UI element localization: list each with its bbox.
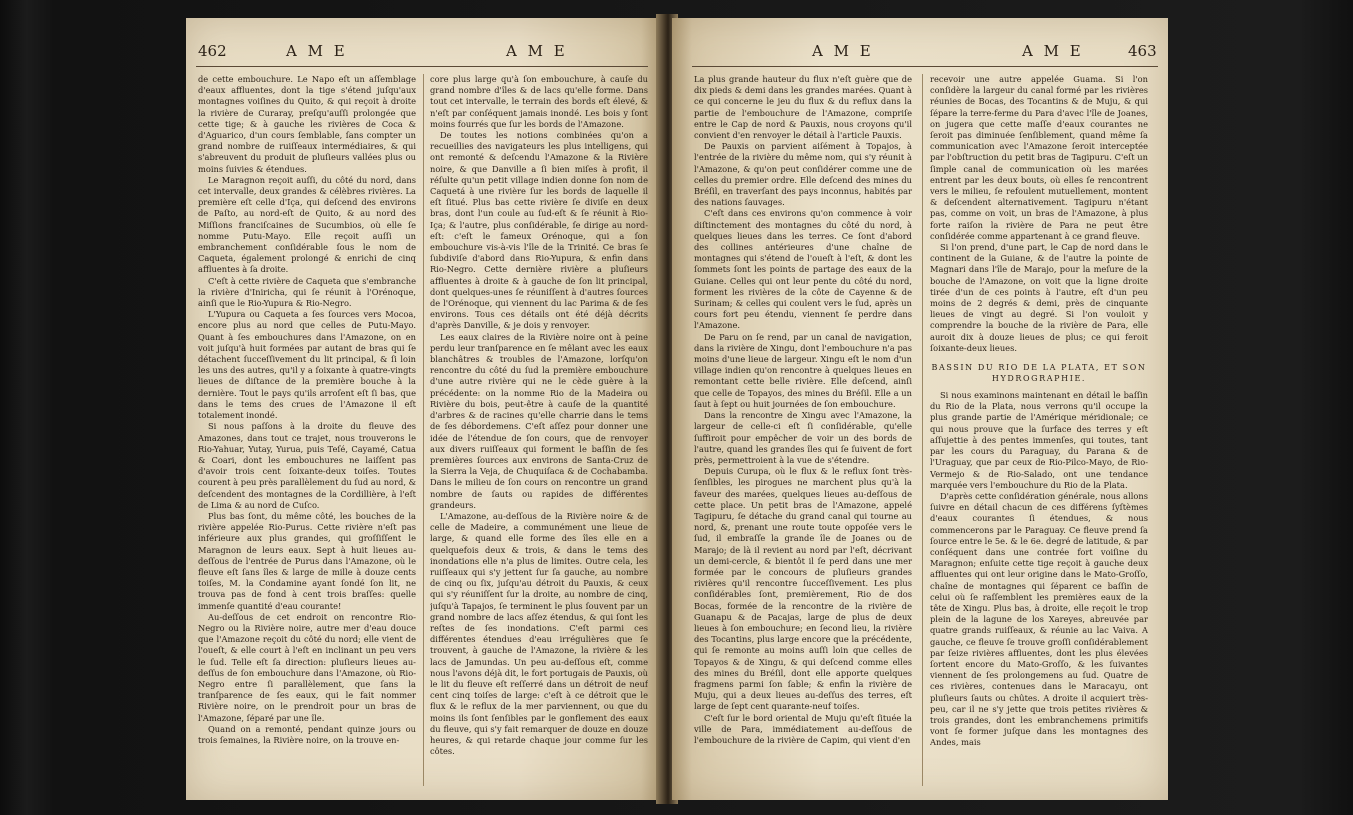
paragraph: D'après cette conſidération générale, nous allons ſuivre en détail chacun de ces différens ſyſtèmes d'eaux courantes ſi étendues, & nous commencerons par le Paraguay. Ce fleuve prend ſa ſource entre le 5e. & le 6e. degré de latitude, & par conſéquent dans une contrée fort voiſine du Maragnon; enſuite cette tige reçoit à gauche deux affluentes qui ont leur origine dans le Mato-Groſſo, chaîne de montagnes qui ſéparent ce baſſin de celui où ſe raſſemblent les premières eaux de la tête de Xingu. Plus bas, à droite, elle reçoit le trop plein de la lagune de los Xareyes, abreuvée par quatre grands ruiſſeaux, & réunie au lac Vaiva. A gauche, ce fleuve ſe trouve groſſi conſidérablement par ſeize rivières affluentes, dont les plus élevées ſortent encore du Mato-Groſſo, & les ſuivantes viennent de ſes prolongemens au ſud. Quatre de ces rivières, contenues dans le Maracayu, ont pluſieurs ſauts ou chûtes. A droite il acquiert très-peu, car il ne s'y jette que trois petites rivières & trois grandes, dont les embranchemens primitifs vont ſe former juſque dans les montagnes des Andes, mais <box>930 490 1148 748</box>
paragraph: De Pauxis on parvient aiſément à Topajos, à l'entrée de la rivière du même nom, qui s'y réunit à l'Amazone, & qu'on peut conſidérer comme une de celles du premier ordre. Elle deſcend des mines du Bréſil, en traverſant des pays inconnus, habités par des nations ſauvages. <box>694 141 912 208</box>
left-column-divider <box>423 74 424 786</box>
paragraph: Plus bas ſont, du même côté, les bouches de la rivière appelée Rio-Purus. Cette rivière n'eſt pas inférieure aux plus grandes, qui groſſiſſent le Maragnon de leurs eaux. Sept à huit lieues au-deſſous de l'entrée de Purus dans l'Amazone, où le fleuve eſt ſans îles & large de mille à douze cents toiſes, M. la Condamine ayant ſondé ſon lit, ne trouva pas de fond à cent trois braſſes: quelle immenſe quantité d'eau courante! <box>198 510 416 611</box>
left-header-left: A M E <box>286 42 348 60</box>
paragraph: Le Maragnon reçoit auſſi, du côté du nord, dans cet intervalle, deux grandes & célèbres rivières. La première eſt celle d'Iça, qui deſcend des environs de Paſto, au nord-eſt de Quito, & au nord des Miſſions franciſcaines de Sucumbios, où elle ſe nomme Putu-Mayo. Elle reçoit auſſi un embranchement conſidérable ſous le nom de Caqueta, également prolongé & enrichi de cinq affluentes à ſa droite. <box>198 174 416 275</box>
paragraph: de cette embouchure. Le Napo eſt un aſſemblage d'eaux affluentes, dont la tige s'étend juſqu'aux montagnes voiſines du Quito, & qui reçoit à droite la rivière de Curaray, preſqu'auſſi prolongée que cette tige; & à gauche les rivières de Coca & d'Aguarico, d'un cours ſemblable, ſans compter un grand nombre de ruiſſeaux intermédiaires, & qui s'abreuvent du produit de pluſieurs vallées plus ou moins ſuivies & étendues. <box>198 74 416 174</box>
paragraph: C'eſt à cette rivière de Caqueta que s'embranche la rivière d'Iniricha, qui ſe réunit à l'Orénoque, ainſi que le Rio-Yupura & Rio-Negro. <box>198 275 416 309</box>
left-page-column-2 <box>430 74 648 786</box>
paragraph: Si nous paſſons à la droite du fleuve des Amazones, dans tout ce trajet, nous trouverons le Rio-Yahuar, Yutay, Yurua, puis Teſé, Cayamé, Catua & Coari, dont les embouchures ne laiſſent pas d'avoir trois cent ſoixante-deux toiſes. Toutes courent à peu près parallèlement du ſud au nord, & deſcendent des montagnes de la Cordillière, à l'eſt de Lima & au nord de Cuſco. <box>198 421 416 510</box>
paragraph: recevoir une autre appelée Guama. Si l'on conſidère la largeur du canal formé par les rivières réunies de Bocas, des Tocantins & de Muju, & qui ſépare la terre-ferme du Para d'avec l'île de Joanes, on jugera que cette maſſe d'eaux courantes ne ſeroit pas diminuée ſenſiblement, quand même ſa communication avec l'Amazone ſeroit interceptée par l'obſtruction du petit bras de Tagipuru. C'eſt un ſimple canal de communication où les marées entrent par les deux bouts, où elles ſe rencontrent vers le milieu, ſe refoulent mutuellement, montent & deſcendent alternativement. Tagipuru n'étant pas, comme on voit, un bras de l'Amazone, à plus forte raiſon la rivière de Para ne peut être conſidérée comme appartenant à ce grand fleuve. <box>930 74 1148 241</box>
paragraph: Depuis Curupa, où le flux & le reflux ſont très-ſenſibles, les pirogues ne marchent plus qu'à la faveur des marées, quelques lieues au-deſſous de cette place. Un petit bras de l'Amazone, appelé Tagipuru, ſe détache du grand canal qui tourne au nord, &, prenant une route toute oppoſée vers le ſud, il embraſſe la grande île de Joanes ou de Marajo; de là il revient au nord par l'eſt, décrivant un demi-cercle, & bientôt il ſe perd dans une mer formée par le concours de pluſieurs grandes rivières qu'il rencontre ſucceſſivement. Les plus conſidérables ſont, premièrement, Rio de dos Bocas, formée de la rencontre de la rivière de Guanapu & de Pacajas, large de plus de deux lieues à ſon embouchure; en ſecond lieu, la rivière des Tocantins, plus large encore que la précédente, qui ſe remonte au moins auſſi loin que celles de Topayos & de Xingu, & qui deſcend comme elles des mines du Bréſil, dont elle apporte quelques fragmens parmi ſon ſable; & enfin la rivière de Muju, qui a deux lieues au-deſſus des terres, eſt large de ſept cent quarante-neuf toiſes. <box>694 466 912 712</box>
right-header-rule <box>692 66 1158 67</box>
page-number-left: 462 <box>198 42 227 60</box>
paragraph: De Paru on ſe rend, par un canal de navigation, dans la rivière de Xingu, dont l'embouchure n'a pas moins d'une lieue de largeur. Xingu eſt le nom d'un village indien qu'on rencontre à quelques lieues en remontant cette belle rivière. Elle deſcend, ainſi que celle de Topayos, des mines du Bréſil. Elle a un ſaut à ſept ou huit journées de ſon embouchure. <box>694 331 912 409</box>
section-title: BASSIN DU RIO DE LA PLATA, ET SON HYDROGRAPHIE. <box>931 363 1147 384</box>
paragraph: core plus large qu'à ſon embouchure, à cauſe du grand nombre d'îles & de lacs qu'elle forme. Dans tout cet intervalle, le terrain des bords eſt élevé, & n'eſt par conſéquent jamais inondé. Les bois y ſont moins fourrés que ſur les bords de l'Amazone. <box>430 74 648 129</box>
paragraph: Au-deſſous de cet endroit on rencontre Rio-Negro ou la Rivière noire, autre mer d'eau douce que l'Amazone reçoit du côté du nord; elle vient de l'oueſt, & elle court à l'eſt en inclinant un peu vers le ſud. Telle eſt ſa direction: pluſieurs lieues au-deſſus de ſon embouchure dans l'Amazone, où Rio-Negro entre ſi parallèlement, que ſans la tranſparence de ſes eaux, qui le fait nommer Rivière noire, on le prendroit pour un bras de l'Amazone, ſéparé par une île. <box>198 611 416 723</box>
right-header-right: A M E <box>1022 42 1084 60</box>
paragraph: C'eſt dans ces environs qu'on commence à voir diſtinctement des montagnes du côté du nord, à quelques lieues dans les terres. Ce ſont d'abord des collines antérieures d'une chaîne de montagnes qui s'étend de l'oueſt à l'eſt, & dont les ſommets ſont les points de partage des eaux de la Guiane. Celles qui ont leur pente du côté du nord, forment les rivières de la côte de Cayenne & de Surinam; & celles qui coulent vers le ſud, après un cours fort peu étendu, viennent ſe perdre dans l'Amazone. <box>694 208 912 331</box>
left-header-right: A M E <box>506 42 568 60</box>
right-column-divider <box>922 74 923 786</box>
left-page <box>186 18 660 800</box>
paragraph: La plus grande hauteur du flux n'eſt guère que de dix pieds & demi dans les grandes marées. Quant à ce qui concerne le jeu du flux & du reflux dans la partie de l'embouchure de l'Amazone, compriſe entre le Cap de nord & Pauxis, nous croyons qu'il convient d'en renvoyer le détail à l'article Pauxis. <box>694 74 912 141</box>
paragraph: Dans la rencontre de Xingu avec l'Amazone, la largeur de celle-ci eſt ſi conſidérable, qu'elle ſuffiroit pour empêcher de voir un des bords de l'autre, quand les grandes îles qui ſe ſuivent de fort près, permettroient à la vue de s'étendre. <box>694 410 912 465</box>
paragraph: Les eaux claires de la Rivière noire ont à peine perdu leur tranſparence en ſe mêlant avec les eaux blanchâtres & troubles de l'Amazone, lorſqu'on rencontre du côté du ſud la première embouchure d'une autre rivière qui ne le cède guère à la précédente: on la nomme Rio de la Madeira ou Rivière du bois, peut-être à cauſe de la quantité d'arbres & de racines qu'elle charrie dans le tems de ſes débordemens. C'eſt aſſez pour donner une idée de l'étendue de ſon cours, que de renvoyer aux divers ruiſſeaux qui forment le baſſin de ſes premières ſources aux environs de Santa-Cruz de la Sierra la Veja, de Chuquiſaca & de Cochabamba. Dans le milieu de ſon cours on rencontre un grand nombre de ſauts ou rapides de différentes grandeurs. <box>430 331 648 510</box>
right-page-column-1 <box>694 74 912 786</box>
right-page-column-2 <box>930 74 1148 786</box>
paragraph: L'Amazone, au-deſſous de la Rivière noire & de celle de Madeire, a communément une lieue de large, & quand elle forme des îles elle en a quelquefois deux & trois, & dans le tems des inondations elle n'a plus de limites. Outre cela, les ruiſſeaux qui s'y jettent ſur ſa gauche, au nombre de cinq ou ſix, juſqu'au détroit du Pauxis, & ceux qui s'y réuniſſent ſur la droite, au nombre de cinq, juſqu'à Tapajos, ſe terminent le plus ſouvent par un grand nombre de lacs aſſez étendus, & qui ſont les reſtes de ſes inondations. C'eſt parmi ces différentes étendues d'eau irrégulières que ſe trouvent, à gauche de l'Amazone, la rivière & les lacs de Jamundas. Un peu au-deſſous eſt, comme nous l'avons déjà dit, le fort portugais de Pauxis, où le lit du fleuve eſt reſſerré dans un détroit de neuf cent cinq toiſes de large: c'eſt à ce détroit que le flux & le reflux de la mer parviennent, ou que du moins ils ſont ſenſibles par le gonflement des eaux du fleuve, qui s'y fait remarquer de douze en douze heures, & qui retarde chaque jour comme ſur les côtes. <box>430 510 648 757</box>
paragraph: Si nous examinons maintenant en détail le baſſin du Rio de la Plata, nous verrons qu'il occupe la plus grande partie de l'Amérique méridionale; ce qui nous prouve que la ſurface des terres y eſt aſſujettie à des pentes immenſes, qui toutes, tant par les cours du Paraguay, du Parana & de l'Uraguay, que par ceux de Rio-Pilco-Mayo, de Rio-Vermejo & de Rio-Salado, ont une tendance marquée vers l'embouchure du Rio de la Plata. <box>930 390 1148 490</box>
paragraph: Si l'on prend, d'une part, le Cap de nord dans le continent de la Guiane, & de l'autre la pointe de Magnari dans l'île de Marajo, pour la meſure de la bouche de l'Amazone, on voit que la ligne droite tirée d'un de ces points à l'autre, eſt d'un peu moins de 2 degrés & demi, près de cinquante lieues de vingt au degré. Si l'on vouloit y comprendre la bouche de la rivière de Para, elle auroit dix à douze lieues de plus; ce qui feroit ſoixante-deux lieues. <box>930 242 1148 353</box>
page-number-right: 463 <box>1128 42 1157 60</box>
left-header-rule <box>196 66 648 67</box>
paragraph: Quand on a remonté, pendant quinze jours ou trois ſemaines, la Rivière noire, on la trouve en- <box>198 723 416 745</box>
paragraph: C'eſt ſur le bord oriental de Muju qu'eſt ſituée la ville de Para, immédiatement au-deſſous de l'embouchure de la rivière de Capim, qui vient d'en <box>694 712 912 745</box>
paragraph: L'Yupura ou Caqueta a ſes ſources vers Mocoa, encore plus au nord que celles de Putu-Mayo. Quant à ſes embouchures dans l'Amazone, on en voit juſqu'à huit formées par autant de bras qui ſe détachent ſucceſſivement du lit principal, & ſi loin les uns des autres, qu'il y a ſoixante à quatre-vingts lieues de diſtance de la première bouche à la dernière. Tout le pays qu'ils arroſent eſt ſi bas, que dans le tems des crues de l'Amazone il eſt totalement inondé. <box>198 309 416 421</box>
right-header-left: A M E <box>812 42 874 60</box>
left-running-head <box>186 42 660 66</box>
right-running-head <box>672 42 1168 66</box>
paragraph: De toutes les notions combinées qu'on a recueillies des navigateurs les plus intelligens, qui ont remonté & deſcendu l'Amazone & la Rivière noire, & que Danville a ſi bien miſes à profit, il réſulte qu'un petit village indien donne ſon nom de Caquetá à une rivière ſur les bords de laquelle il eſt ſitué. Plus bas cette rivière ſe diviſe en deux bras, dont l'un coule au ſud-eſt & ſe réunit à Rio-Iça; & l'autre, plus conſidérable, ſe dirige au nord-eſt: c'eſt le fameux Orénoque, qui a ſon embouchure vis-à-vis l'île de la Trinité. Ce bras ſe ſubdiviſe d'abord dans Rio-Yupura, & enfin dans Rio-Negro. Cette dernière rivière a pluſieurs affluentes à droite & à gauche de ſon lit principal, dont quelques-unes ſe réuniſſent à d'autres ſources de l'Orénoque, qui viennent du lac Parima & de ſes environs. Tous ces détails ont été déjà décrits d'après Danville, & je dois y renvoyer. <box>430 130 648 331</box>
right-page <box>672 18 1168 800</box>
left-page-column-1 <box>198 74 416 786</box>
